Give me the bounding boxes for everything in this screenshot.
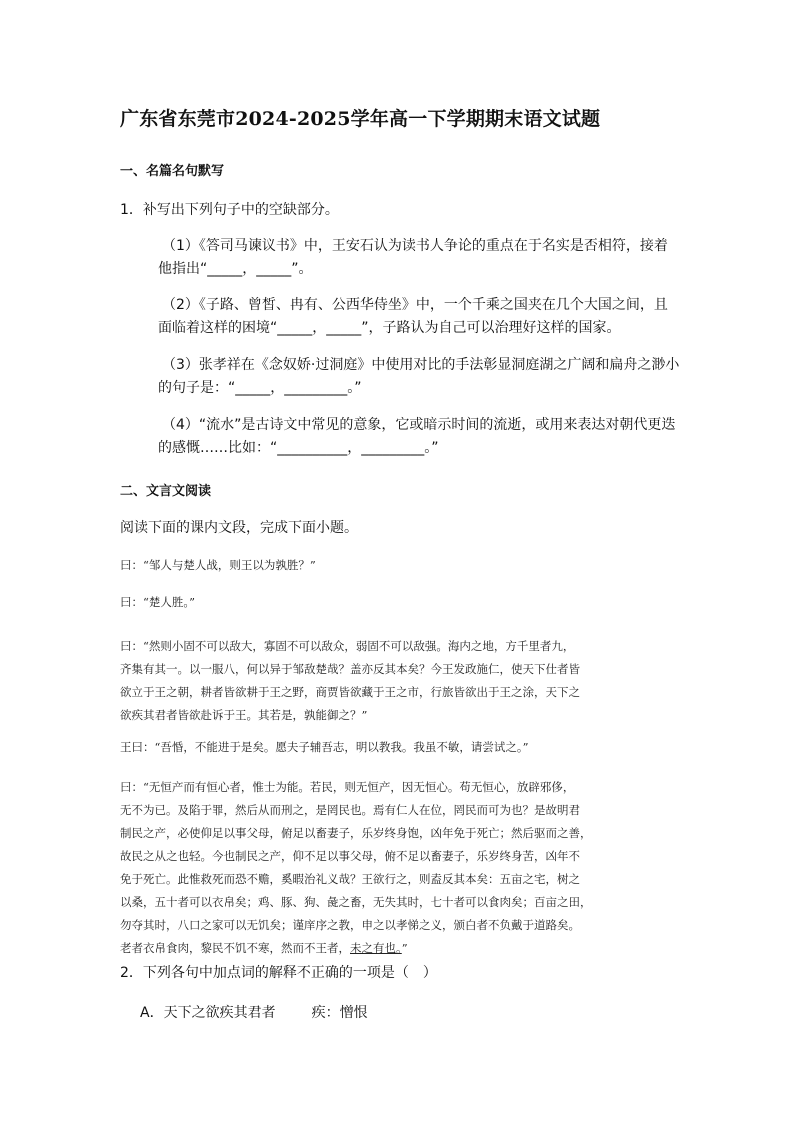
reading-intro: 阅读下面的课内文段，完成下面小题。 — [120, 520, 358, 536]
passage-line: 故民之从之也轻。今也制民之产，仰不足以事父母，俯不足以畜妻子，乐岁终身苦，凶年不 — [120, 849, 580, 863]
passage-line: 曰：“无恒产而有恒心者，惟士为能。若民，则无恒产，因无恒心。苟无恒心，放辟邪侈， — [120, 780, 575, 794]
passage-line: 曰：“然则小固不可以敌大，寡固不可以敌众，弱固不可以敌强。海内之地，方千里者九， — [120, 639, 575, 653]
question-1-item-4 — [158, 414, 678, 460]
passage-line: 以桑，五十者可以衣帛矣；鸡、豚、狗、彘之畜，无失其时，七十者可以食肉矣；百亩之田， — [120, 895, 592, 909]
item-line: 面临着这样的困境“_____，_____”，子路认为自己可以治理好这样的国家。 — [158, 320, 621, 336]
passage-line-last — [120, 937, 680, 960]
passage-paragraph-4 — [120, 736, 680, 759]
passage-paragraph-3 — [120, 635, 680, 727]
option-a-gloss: 疾：憎恨 — [311, 1005, 368, 1021]
question-2-option-a — [140, 1002, 368, 1022]
passage-line: 制民之产，必使仰足以事父母，俯足以畜妻子，乐岁终身饱，凶年免于死亡；然后驱而之善， — [120, 826, 592, 840]
passage-paragraph-5 — [120, 776, 680, 960]
item-line: （1）《答司马谏议书》中，王安石认为读书人争论的重点在于名实是否相符，接着 — [162, 238, 668, 254]
question-1-item-1 — [158, 235, 678, 281]
question-1-item-3 — [158, 354, 678, 400]
item-line: 他指出“_____，_____”。 — [158, 261, 313, 277]
passage-line: 勿夺其时，八口之家可以无饥矣；谨庠序之教，申之以孝悌之义，颁白者不负戴于道路矣。 — [120, 918, 580, 932]
item-line: （2）《子路、曾皙、冉有、公西华侍坐》中，一个千乘之国夹在几个大国之间，且 — [162, 297, 668, 313]
passage-line: 曰：“邹人与楚人战，则王以为孰胜？” — [120, 558, 316, 572]
passage-line: 王曰：“吾惛，不能进于是矣。愿夫子辅吾志，明以教我。我虽不敏，请尝试之。” — [120, 740, 529, 754]
item-line: （3）张孝祥在《念奴娇·过洞庭》中使用对比的手法彰显洞庭湖之广阔和扁舟之渺小 — [162, 357, 680, 373]
passage-paragraph-2 — [120, 591, 680, 614]
question-1-item-2 — [158, 294, 678, 340]
item-line: 的感慨……比如：“__________，_________。” — [158, 440, 439, 456]
question-1-stem: 1．补写出下列句子中的空缺部分。 — [120, 202, 339, 218]
option-a-text: A．天下之欲疾其君者 — [140, 1005, 276, 1021]
item-line: （4）“流水”是古诗文中常见的意象，它或暗示时间的流逝，或用来表达对朝代更迭 — [162, 417, 676, 433]
item-line: 的句子是：“_____，_________。” — [158, 380, 362, 396]
passage-line: 曰：“楚人胜。” — [120, 595, 196, 609]
passage-line: 免于死亡。此惟救死而恐不赡，奚暇治礼义哉？王欲行之，则盍反其本矣：五亩之宅，树之 — [120, 872, 580, 886]
passage-line: 欲立于王之朝，耕者皆欲耕于王之野，商贾皆欲藏于王之市，行旅皆欲出于王之涂，天下之 — [120, 685, 580, 699]
page-title: 广东省东莞市2024-2025学年高一下学期期末语文试题 — [120, 108, 601, 130]
passage-line: 无不为已。及陷于罪，然后从而刑之，是罔民也。焉有仁人在位，罔民而可为也？是故明君 — [120, 803, 580, 817]
question-2-stem: 2．下列各句中加点词的解释不正确的一项是（ ） — [120, 965, 437, 981]
underlined-sentence: 未之有也。 — [350, 941, 402, 955]
passage-paragraph-1 — [120, 554, 680, 577]
section-heading-2: 二、文言文阅读 — [120, 484, 212, 499]
passage-line: 齐集有其一。以一服八，何以异于邹敌楚哉？盖亦反其本矣？今王发政施仁，使天下仕者皆 — [120, 662, 580, 676]
passage-text: 老者衣帛食肉，黎民不饥不寒，然而不王者， — [120, 941, 350, 955]
passage-line: 欲疾其君者皆欲赴诉于王。其若是，孰能御之？” — [120, 708, 368, 722]
closing-quote: ” — [401, 941, 408, 955]
section-heading-1: 一、名篇名句默写 — [120, 164, 225, 179]
